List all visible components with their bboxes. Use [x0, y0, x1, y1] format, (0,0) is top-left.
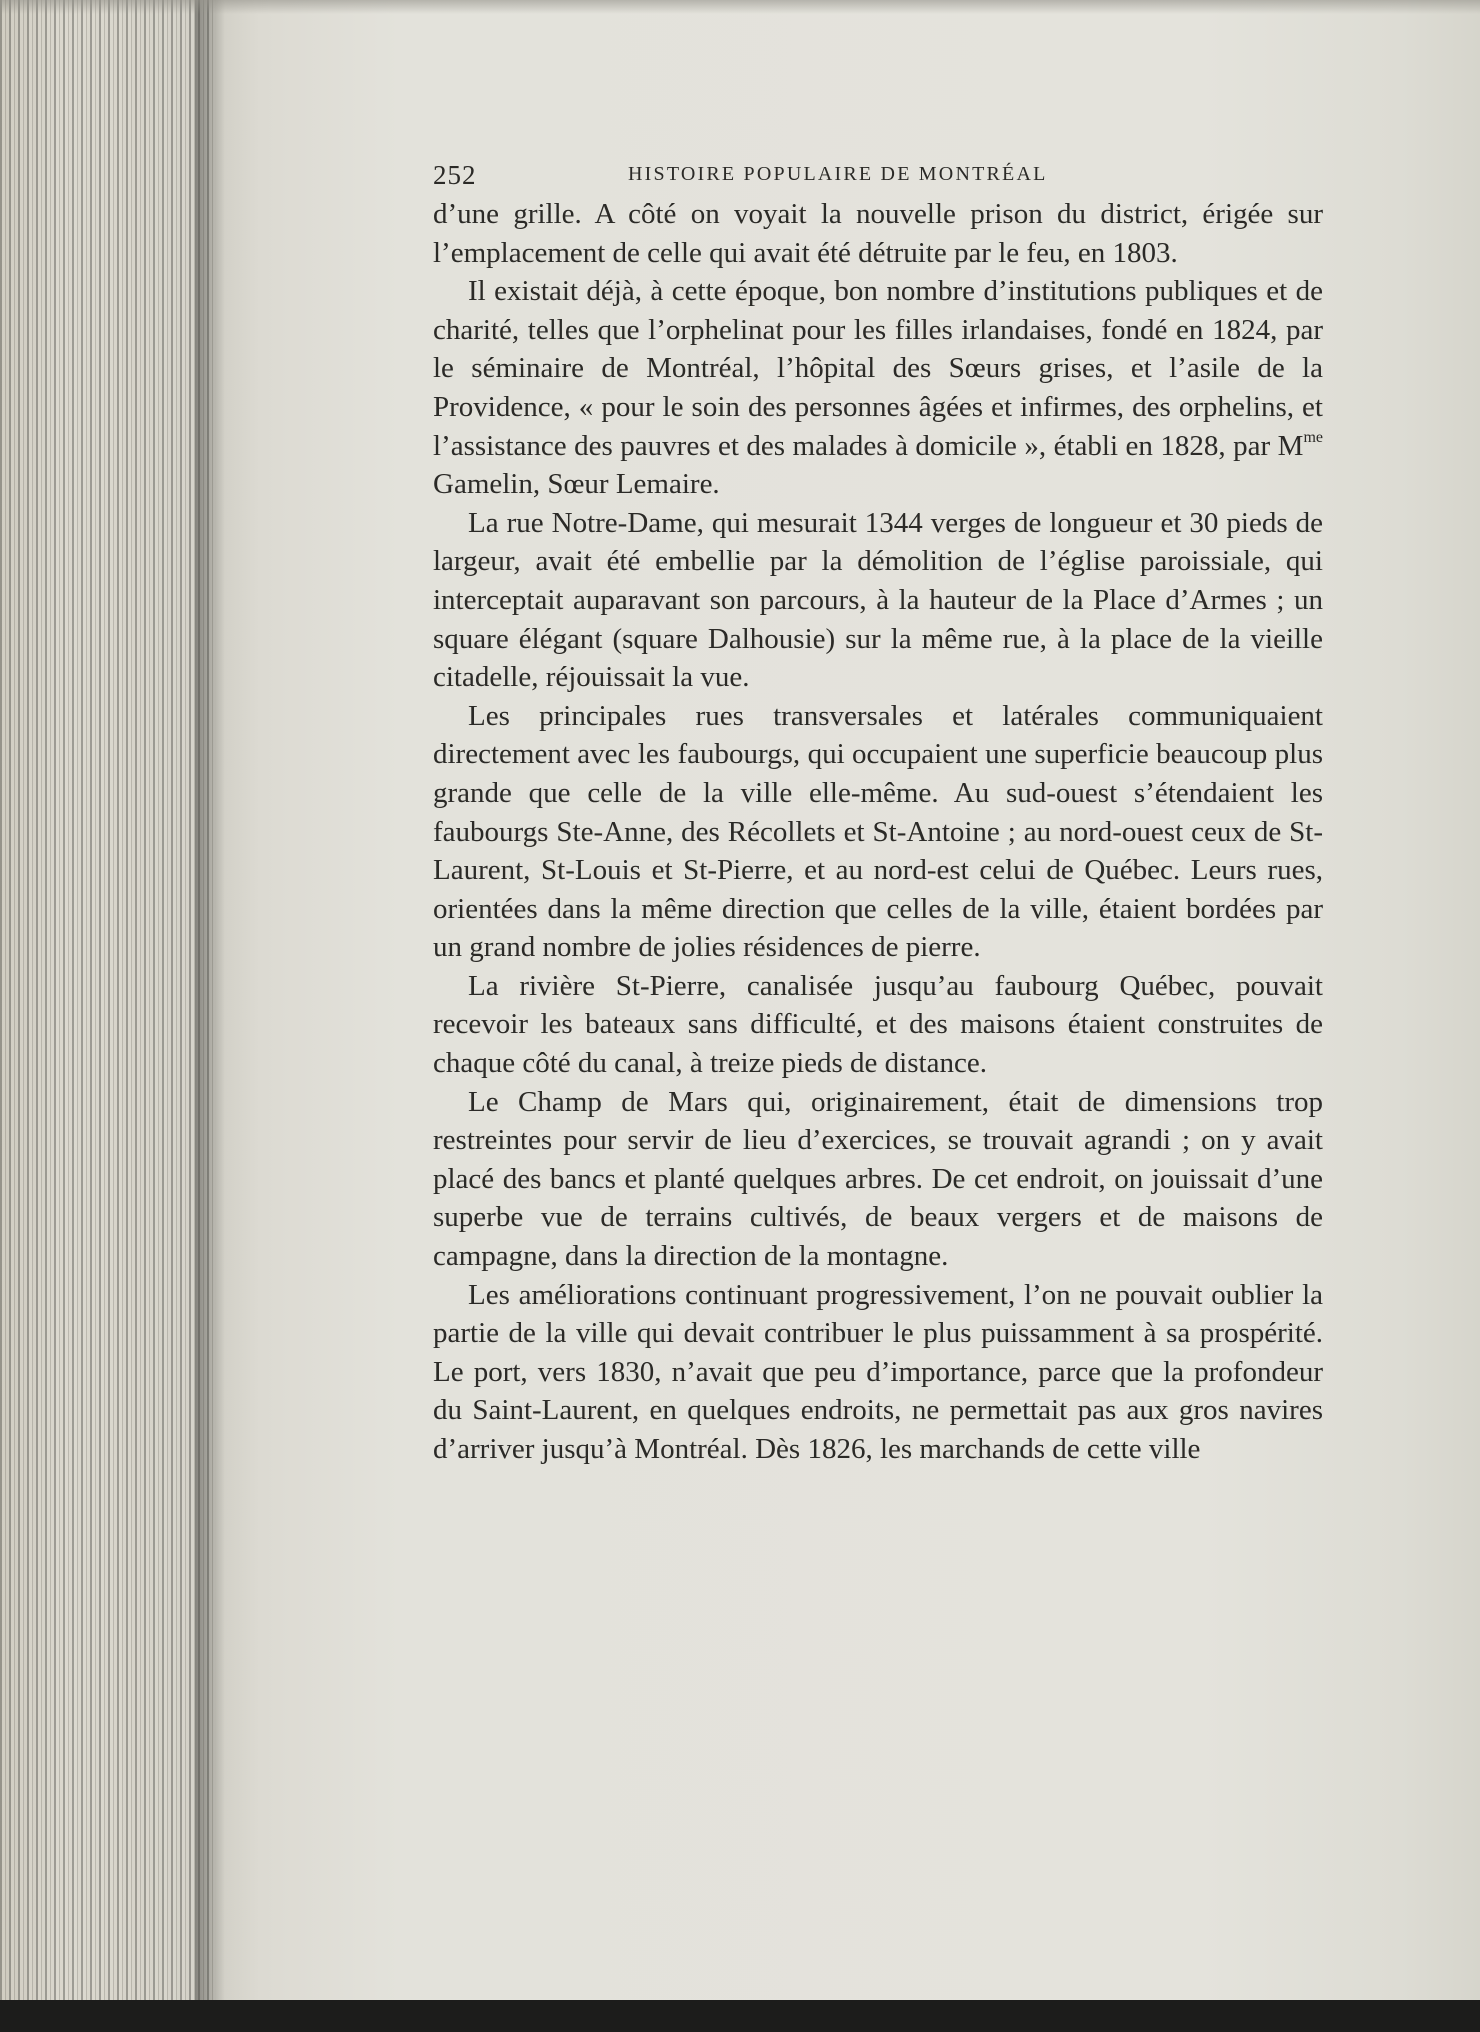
paragraph: La rivière St-Pierre, canalisée jusqu’au faubourg Québec, pouvait recevoir les bateaux sans difficulté, et des maisons étaient construites de chaque côté du canal, à treize pieds de distance. [433, 969, 1323, 1080]
paragraph-text: Gamelin, Sœur Lemaire. [433, 468, 720, 501]
paragraph-text: Il existait déjà, à cette époque, bon nombre d’institutions publiques et de charité, telles que l’orphelinat pour les filles irlandaises, fondé en 1824, par le séminaire de Montréal, l’hôpital des Sœurs grises, et l’asile de la Providence, « pour le soin des personnes âgées et infirmes, des orphelins, et l’assistance des pauvres et des malades à domicile », établi en 1828, par M [433, 275, 1323, 462]
spine-shadow [195, 0, 225, 2032]
paragraph: Les améliorations continuant progressivement, l’on ne pouvait oublier la partie de la ville qui devait contribuer le plus puissamment à sa prospérité. Le port, vers 1830, n’avait que peu d’importance, parce que la profondeur du Saint-Laurent, en quelques endroits, ne permettait pas aux gros navires d’arriver jusqu’à Montréal. Dès 1826, les marchands de cette ville [433, 1278, 1323, 1465]
page-number: 252 [433, 160, 477, 190]
text-block [433, 155, 1323, 1469]
paragraph: d’une grille. A côté on voyait la nouvelle prison du district, érigée sur l’emplacement de celle qui avait été détruite par le feu, en 1803. [433, 198, 1323, 269]
running-head [433, 155, 1323, 195]
top-shade [0, 0, 1480, 14]
paragraph [433, 272, 1323, 504]
superscript: me [1303, 428, 1323, 446]
scan-border [0, 2000, 1480, 2032]
paragraph: Les principales rues transversales et latérales communiquaient directement avec les faubourgs, qui occupaient une superficie beaucoup plus grande que celle de la ville elle-même. Au sud-ouest s’étendaient les faubourgs Ste-Anne, des Récollets et St-Antoine ; au nord-ouest ceux de St-Laurent, St-Louis et St-Pierre, et au nord-est celui de Québec. Leurs rues, orientées dans la même direction que celles de la ville, étaient bordées par un grand nombre de jolies résidences de pierre. [433, 699, 1323, 964]
paragraph: La rue Notre-Dame, qui mesurait 1344 verges de longueur et 30 pieds de largeur, avait été embellie par la démolition de l’église paroissiale, qui interceptait auparavant son parcours, à la hauteur de la Place d’Armes ; un square élégant (square Dalhousie) sur la même rue, à la place de la vieille citadelle, réjouissait la vue. [433, 506, 1323, 694]
paragraph: Le Champ de Mars qui, originairement, était de dimensions trop restreintes pour servir de lieu d’exercices, se trouvait agrandi ; on y avait placé des bancs et planté quelques arbres. De cet endroit, on jouissait d’une superbe vue de terrains cultivés, de beaux vergers et de maisons de campagne, dans la direction de la montagne. [433, 1085, 1323, 1273]
running-head-title: HISTOIRE POPULAIRE DE MONTRÉAL [628, 163, 1048, 185]
page-edges [0, 0, 215, 2032]
